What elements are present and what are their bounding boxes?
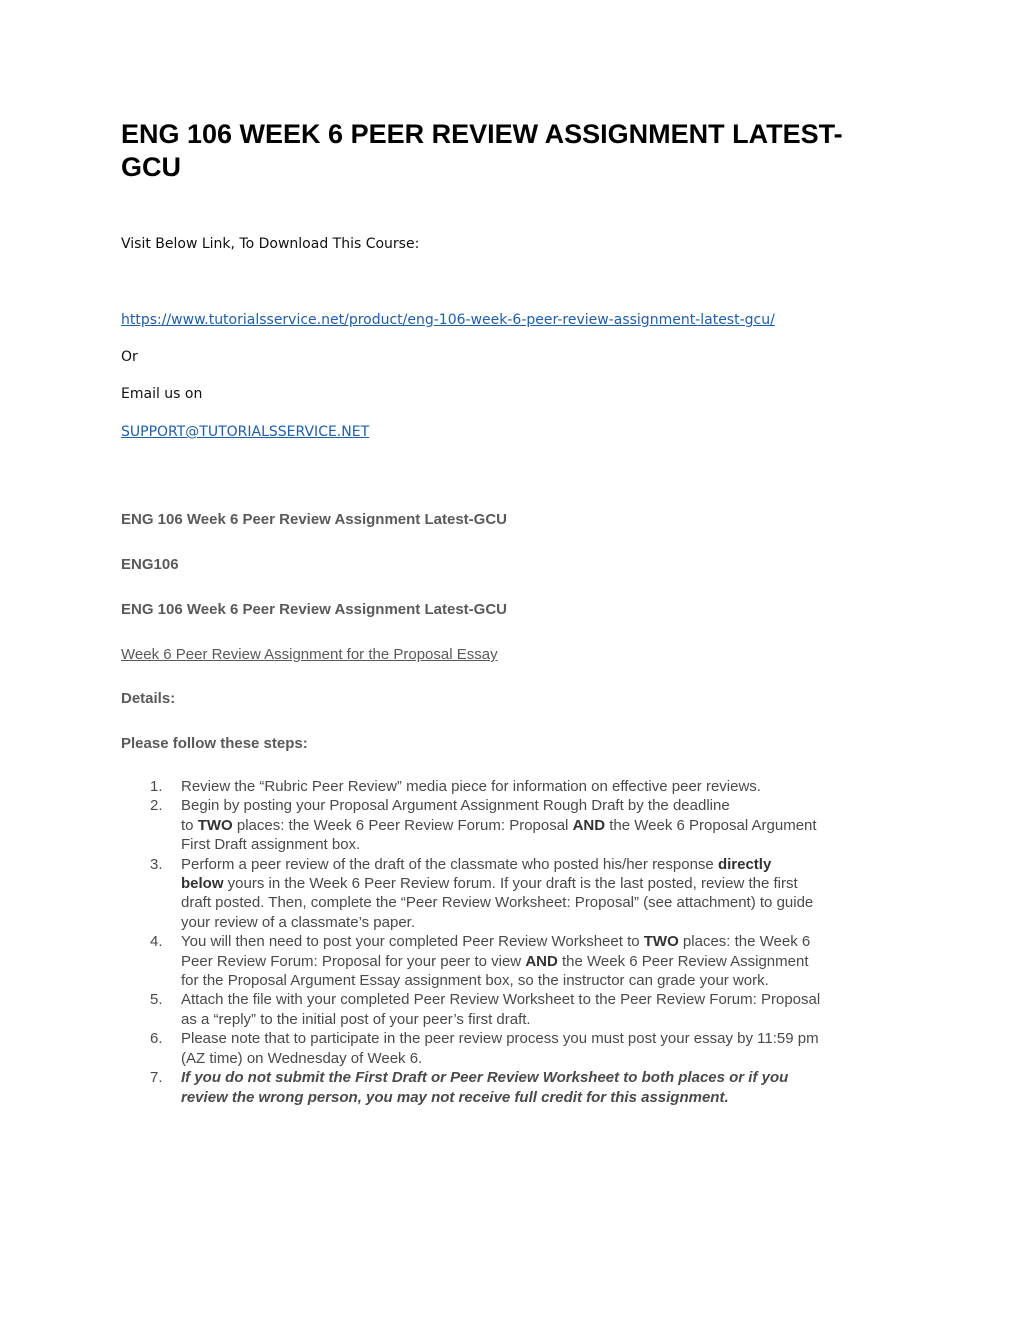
document-title: ENG 106 WEEK 6 PEER REVIEW ASSIGNMENT LATEST-GCU [121,119,843,182]
list-item [121,796,901,854]
steps-list [121,777,901,1107]
step-text: the Week 6 Proposal Argument [605,816,817,834]
step-text: the Week 6 Peer Review Assignment [557,952,809,970]
list-item [121,1068,901,1107]
email-label: Email us on [121,386,203,402]
step-emphasis: TWO [643,933,679,951]
subtitle-link[interactable]: Week 6 Peer Review Assignment for the Proposal Essay [121,646,498,663]
step-text: your review of a classmate’s paper. [181,913,416,931]
step-number: 1. [150,778,163,795]
step-text: as a “reply” to the initial post of your peer’s first draft. [181,1010,531,1028]
steps-label: Please follow these steps: [121,735,308,752]
step-text: for the Proposal Argument Essay assignment box, so the instructor can grade your work. [181,972,769,990]
list-item [121,855,901,933]
step-number: 7. [150,1069,163,1087]
step-emphasis: AND [525,952,558,970]
step-text: yours in the Week 6 Peer Review forum. If your draft is the last posted, review the first [223,875,798,893]
heading-2: ENG 106 Week 6 Peer Review Assignment Latest-GCU [121,601,507,618]
step-text: draft posted. Then, complete the “Peer Review Worksheet: Proposal” (see attachment) to guide [181,894,814,912]
step-number: 2. [150,797,163,815]
step-text: to [181,816,198,834]
step-emphasis: AND [572,816,606,834]
email-link-line [121,424,369,440]
list-item [121,932,901,990]
step-emphasis: directly [717,855,772,873]
product-link[interactable]: https://www.tutorialsservice.net/product/eng-106-week-6-peer-review-assignment-latest-gcu/ [121,312,775,328]
step-number: 6. [150,1030,163,1048]
step-text: You will then need to post your completed Peer Review Worksheet to [181,933,644,951]
list-item [121,777,901,796]
step-text: Please note that to participate in the peer review process you must post your essay by 11:59 pm [181,1030,819,1048]
step-number: 3. [150,855,163,873]
step-text: Attach the file with your completed Peer Review Worksheet to the Peer Review Forum: Proposal [181,991,821,1009]
step-emphasis: TWO [197,816,233,834]
step-text: places: the Week 6 Peer Review Forum: Proposal [232,816,573,834]
details-label: Details: [121,690,176,707]
subtitle-link-line [121,646,498,663]
or-text: Or [121,349,138,365]
step-text: (AZ time) on Wednesday of Week 6. [181,1049,423,1067]
heading-1: ENG 106 Week 6 Peer Review Assignment Latest-GCU [121,511,507,528]
step-text: First Draft assignment box. [181,836,361,854]
list-item [121,990,901,1029]
step-text: places: the Week 6 [678,933,811,951]
step-warning: review the wrong person, you may not receive full credit for this assignment. [181,1088,729,1106]
step-number: 5. [150,991,163,1009]
step-text: Begin by posting your Proposal Argument Assignment Rough Draft by the deadline [181,797,730,815]
course-code: ENG106 [121,556,179,573]
product-link-line [121,312,775,328]
step-text: Peer Review Forum: Proposal for your peer to view [181,952,526,970]
step-number: 4. [150,933,163,951]
step-text: Review the “Rubric Peer Review” media piece for information on effective peer reviews. [181,778,761,795]
step-warning: If you do not submit the First Draft or Peer Review Worksheet to both places or if you [181,1069,789,1087]
email-link[interactable]: SUPPORT@TUTORIALSSERVICE.NET [121,424,370,440]
list-item [121,1029,901,1068]
intro-text: Visit Below Link, To Download This Course: [121,236,420,252]
step-text: Perform a peer review of the draft of the classmate who posted his/her response [181,855,718,873]
step-emphasis: below [181,875,224,893]
